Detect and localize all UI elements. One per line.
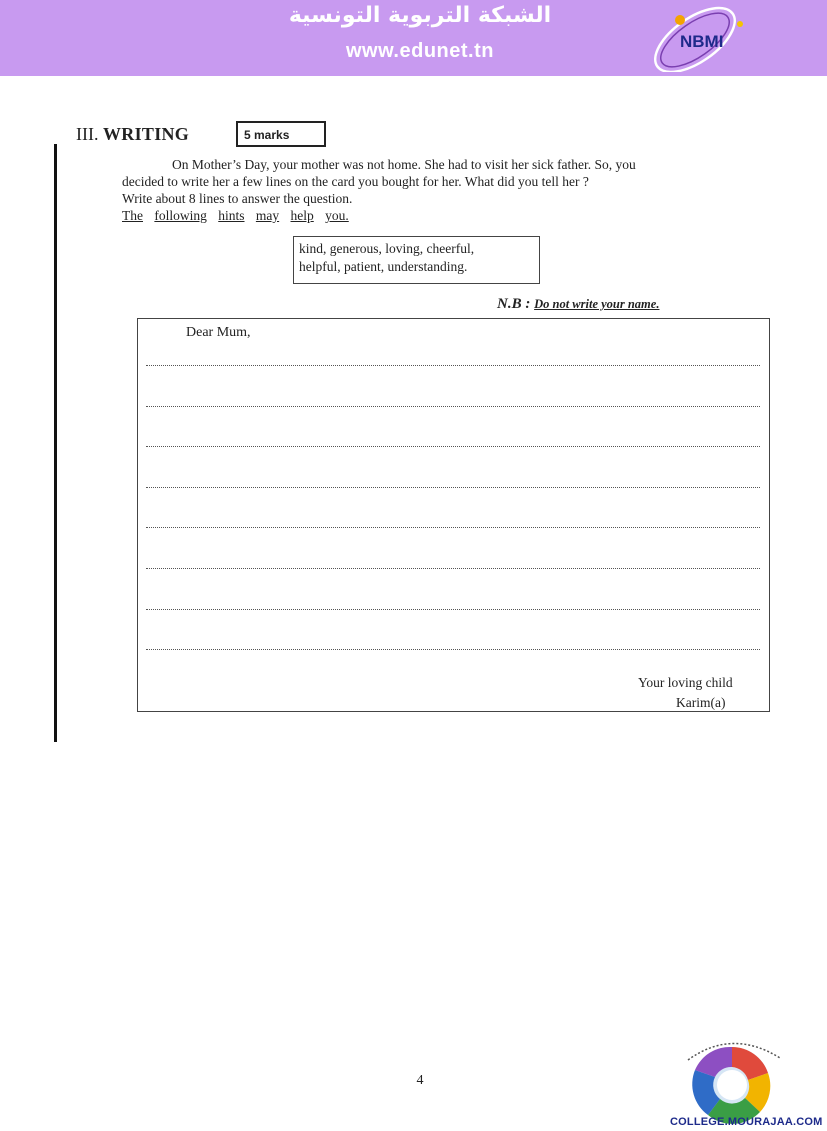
hint-word: The (122, 208, 143, 223)
instruction-line-2: decided to write her a few lines on the card you bought for her. What did you tell her ? (122, 174, 589, 189)
instruction-line-1: On Mother’s Day, your mother was not home. She had to visit her sick father. So, you (172, 157, 636, 172)
card-closing: Your loving child (638, 675, 733, 690)
mourajaa-badge-logo (668, 1030, 823, 1130)
card-writing-area (137, 318, 770, 712)
section-title: WRITING (102, 124, 190, 144)
hint-word: may (255, 208, 280, 223)
hint-words-box (293, 236, 540, 284)
page-number: 4 (416, 1073, 424, 1088)
card-greeting: Dear Mum, (186, 325, 251, 340)
arabic-site-title: الشبكة التربوية التونسية (288, 3, 552, 28)
hint-word: hints (218, 208, 245, 223)
hint-word: following (154, 208, 207, 223)
site-url[interactable]: www.edunet.tn (346, 40, 494, 62)
section-number: III. (76, 124, 99, 144)
writing-line[interactable] (146, 487, 760, 488)
writing-line[interactable] (146, 406, 760, 407)
marks-box: 5 marks (236, 121, 326, 147)
instruction-line-3: Write about 8 lines to answer the question. (122, 191, 353, 206)
hint-intro (122, 207, 772, 224)
writing-line[interactable] (146, 609, 760, 610)
writing-line[interactable] (146, 649, 760, 650)
nb-note (497, 296, 659, 313)
hint-box-line-2: helpful, patient, understanding. (299, 259, 468, 274)
hint-word: you. (325, 208, 349, 223)
hint-word: help (290, 208, 314, 223)
section-heading (76, 124, 189, 145)
svg-text:NBMI: NBMI (680, 32, 724, 51)
writing-line[interactable] (146, 446, 760, 447)
hint-box-line-1: kind, generous, loving, cheerful, (299, 241, 475, 256)
nbmi-logo (640, 4, 750, 72)
writing-line[interactable] (146, 365, 760, 366)
nb-text: Do not write your name. (534, 297, 660, 311)
writing-line[interactable] (146, 527, 760, 528)
header-banner (0, 0, 827, 76)
site-badge-text[interactable]: COLLEGE.MOURAJAA.COM (670, 1116, 823, 1128)
writing-line[interactable] (146, 568, 760, 569)
instructions (122, 156, 772, 224)
margin-bar (54, 144, 57, 742)
nb-label: N.B : (497, 296, 531, 312)
card-signature: Karim(a) (676, 695, 726, 710)
